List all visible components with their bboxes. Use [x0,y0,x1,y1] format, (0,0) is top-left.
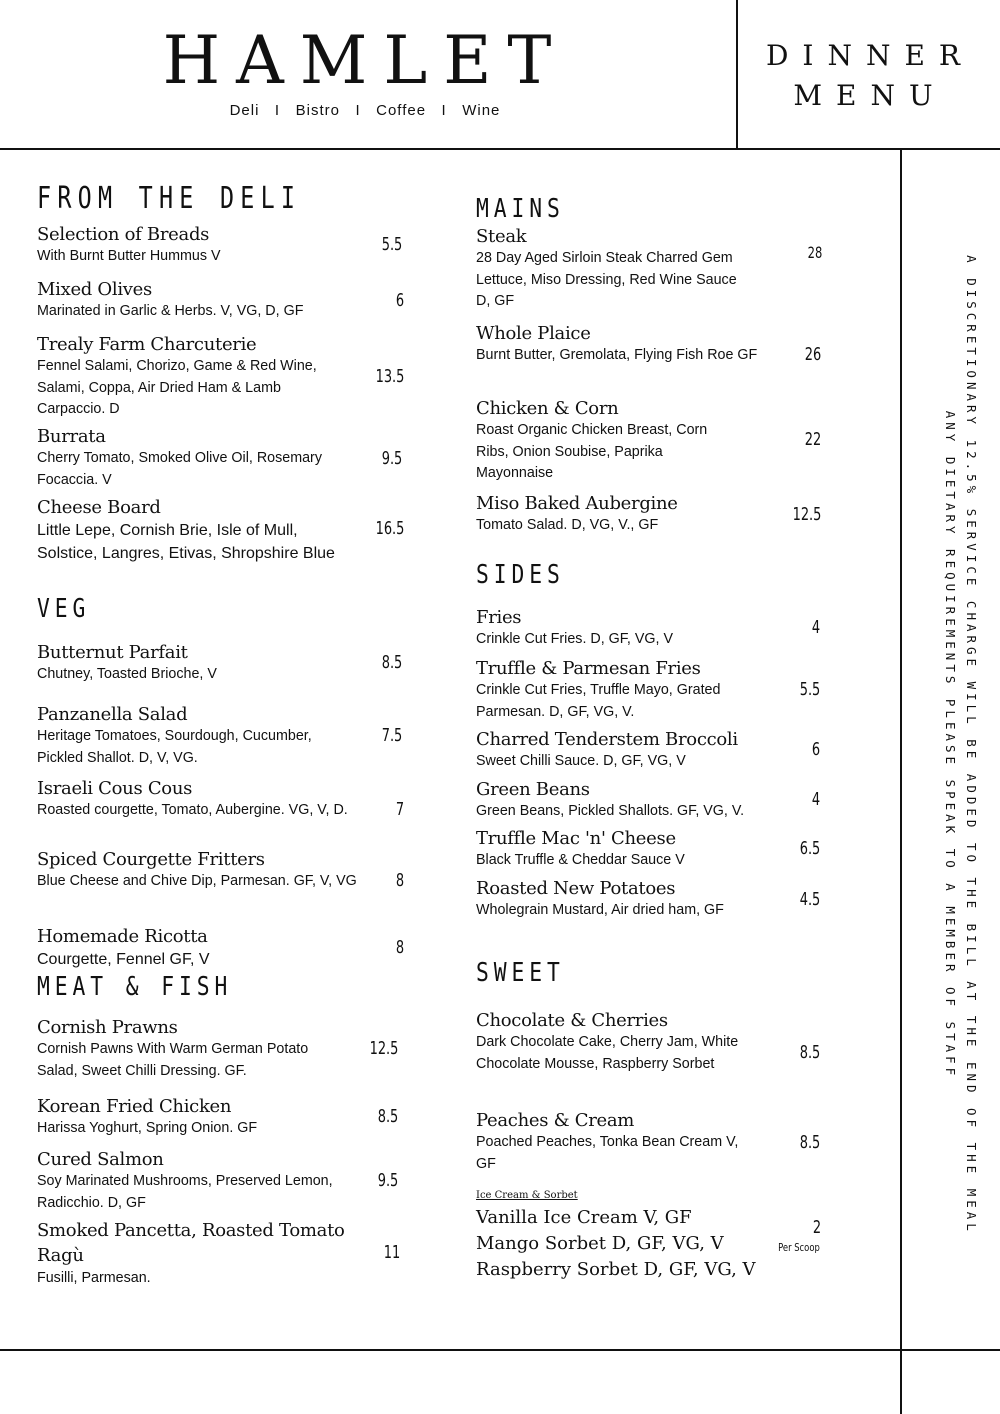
item-desc: Courgette, Fennel GF, V [37,951,210,968]
section-title-veg: VEG [37,594,91,624]
service-charge-line: A DISCRETIONARY 12.5% SERVICE CHARGE WILL BE ADDED TO THE BILL AT THE END OF THE MEAL [964,255,979,1235]
item-desc: Tomato Salad. D, VG, V., GF [476,517,659,533]
item-desc: Crinkle Cut Fries. D, GF, VG, V [476,631,674,647]
item-name: Cheese Board [37,497,161,518]
item-price: 7.5 [381,725,403,746]
item-desc: Black Truffle & Cheddar Sauce V [476,852,685,868]
item-price: 6.5 [799,838,821,859]
item-price: 26 [804,344,822,365]
item-desc: Wholegrain Mustard, Air dried ham, GF [476,902,724,918]
item-name: Chocolate & Cherries [476,1010,668,1031]
sidebar-divider [900,148,902,1414]
item-price: 4 [811,617,821,638]
menu-item [476,397,736,485]
item-price: 8 [395,870,405,891]
item-desc: Burnt Butter, Gremolata, Flying Fish Roe GF [476,347,758,363]
price-note: Per Scoop [778,1241,820,1254]
menu-title [740,36,1000,116]
item-name: Fries [476,607,522,628]
item-name: Cornish Prawns [37,1017,178,1038]
item-desc: 28 Day Aged Sirloin Steak Charred Gem Lettuce, Miso Dressing, Red Wine Sauce D, GF [476,250,737,309]
item-desc: Fennel Salami, Chorizo, Game & Red Wine, Salami, Coppa, Air Dried Ham & Lamb Carpaccio. D [37,358,317,417]
item-name: Chicken & Corn [476,398,619,419]
menu-item [37,425,357,491]
menu-item [476,657,766,723]
item-price: 22 [804,429,822,450]
item-name: Peaches & Cream [476,1110,635,1131]
item-desc: Sweet Chilli Sauce. D, GF, VG, V [476,753,686,769]
item-price: 4.5 [799,889,821,910]
item-price: 5.5 [799,679,821,700]
menu-item [37,496,357,565]
menu-item [37,1148,337,1214]
item-name: Israeli Cous Cous [37,778,193,799]
item-name: Selection of Breads [37,224,210,245]
ice-cream-label: Ice Cream & Sorbet [476,1190,578,1201]
item-name: Whole Plaice [476,323,591,344]
section-title-sides: SIDES [476,560,565,590]
logo-tagline: Deli I Bistro I Coffee I Wine [229,102,501,119]
menu-item [37,641,367,686]
logo [160,22,570,119]
item-desc: Roast Organic Chicken Breast, Corn Ribs, Onion Soubise, Paprika Mayonnaise [476,422,708,481]
menu-item [37,777,362,822]
item-price: 12.5 [369,1038,399,1059]
item-price: 9.5 [377,1170,399,1191]
item-desc: Blue Cheese and Chive Dip, Parmesan. GF, V, VG [37,873,357,889]
ice-cream-item: Vanilla Ice Cream V, GF [476,1207,692,1228]
item-name: Smoked Pancetta, Roasted Tomato Ragù [37,1220,345,1266]
menu-item [37,1218,347,1290]
menu-item [476,827,766,872]
item-desc: Harissa Yoghurt, Spring Onion. GF [37,1120,258,1136]
item-name: Green Beans [476,779,590,800]
item-price: 4 [811,789,821,810]
menu-item [37,223,367,268]
item-desc: Heritage Tomatoes, Sourdough, Cucumber, Pickled Shallot. D, V, VG. [37,728,312,766]
item-desc: Soy Marinated Mushrooms, Preserved Lemon, Radicchio. D, GF [37,1173,333,1211]
menu-item [37,848,362,893]
menu-item [476,778,766,823]
item-desc: With Burnt Butter Hummus V [37,248,221,264]
item-name: Truffle Mac 'n' Cheese [476,828,676,849]
item-name: Charred Tenderstem Broccoli [476,729,738,750]
item-name: Korean Fried Chicken [37,1096,232,1117]
service-charge-note [922,245,982,1245]
item-price: 8.5 [381,652,403,673]
logo-title: HAMLET [162,22,568,99]
item-name: Truffle & Parmesan Fries [476,658,701,679]
footer-divider [0,1349,1000,1351]
section-title-deli: FROM THE DELI [37,181,302,216]
menu-item [476,1109,756,1175]
item-price: 12.5 [792,504,822,525]
menu-item [476,322,766,367]
item-name: Panzanella Salad [37,704,188,725]
ice-cream-item: Mango Sorbet D, GF, VG, V [476,1233,724,1254]
item-price: 16.5 [375,518,405,539]
item-price: 5.5 [381,234,403,255]
item-price: 2 [812,1217,822,1238]
item-name: Steak [476,226,527,247]
item-name: Butternut Parfait [37,642,188,663]
menu-item [476,728,766,773]
section-title-meat-fish: MEAT & FISH [37,972,233,1002]
item-name: Trealy Farm Charcuterie [37,334,257,355]
item-desc: Roasted courgette, Tomato, Aubergine. VG, V, D. [37,802,348,818]
item-price: 8.5 [799,1042,821,1063]
item-price: 8.5 [799,1132,821,1153]
item-desc: Poached Peaches, Tonka Bean Cream V, GF [476,1134,739,1172]
item-name: Burrata [37,426,106,447]
menu-item [476,606,766,651]
item-name: Spiced Courgette Fritters [37,849,265,870]
section-title-sweet: SWEET [476,958,565,988]
item-name: Mixed Olives [37,279,152,300]
ice-cream-list [476,1205,756,1283]
header-divider-vertical [736,0,738,150]
item-price: 6 [811,739,821,760]
item-desc: Dark Chocolate Cake, Cherry Jam, White Chocolate Mousse, Raspberry Sorbet [476,1034,739,1072]
menu-item [476,1009,746,1075]
item-price: 11 [383,1242,401,1263]
ice-cream-item: Raspberry Sorbet D, GF, VG, V [476,1259,756,1280]
item-price: 8.5 [377,1106,399,1127]
item-desc: Cornish Pawns With Warm German Potato Salad, Sweet Chilli Dressing. GF. [37,1041,309,1079]
item-name: Cured Salmon [37,1149,164,1170]
item-desc: Fusilli, Parmesan. [37,1270,151,1286]
item-desc: Cherry Tomato, Smoked Olive Oil, Rosemary Focaccia. V [37,450,322,488]
item-desc: Chutney, Toasted Brioche, V [37,666,217,682]
item-price: 7 [395,799,405,820]
item-price: 6 [395,290,405,311]
menu-item [476,877,766,922]
menu-title-line1: DINNER [765,39,975,72]
menu-item [37,925,367,971]
menu-item [476,492,766,537]
header-divider-horizontal [0,148,1000,150]
item-desc: Marinated in Garlic & Herbs. V, VG, D, GF [37,303,304,319]
item-price: 28 [807,243,823,262]
item-desc: Little Lepe, Cornish Brie, Isle of Mull, Solstice, Langres, Etivas, Shropshire Blue [37,522,335,562]
menu-item [37,1016,347,1082]
menu-item [37,278,367,323]
item-desc: Crinkle Cut Fries, Truffle Mayo, Grated Parmesan. D, GF, VG, V. [476,682,721,720]
item-price: 9.5 [381,448,403,469]
menu-title-line2: MENU [793,79,947,112]
item-name: Roasted New Potatoes [476,878,676,899]
menu-item [37,1095,357,1140]
section-title-mains: MAINS [476,194,565,224]
item-price: 13.5 [375,366,405,387]
item-price: 8 [395,937,405,958]
item-name: Miso Baked Aubergine [476,493,678,514]
menu-item [476,225,746,313]
item-desc: Green Beans, Pickled Shallots. GF, VG, V. [476,803,745,819]
dietary-requirements-line: ANY DIETARY REQUIREMENTS PLEASE SPEAK TO A MEMBER OF STAFF [943,410,958,1080]
menu-item [37,703,357,769]
menu-item [37,333,347,421]
item-name: Homemade Ricotta [37,926,208,947]
